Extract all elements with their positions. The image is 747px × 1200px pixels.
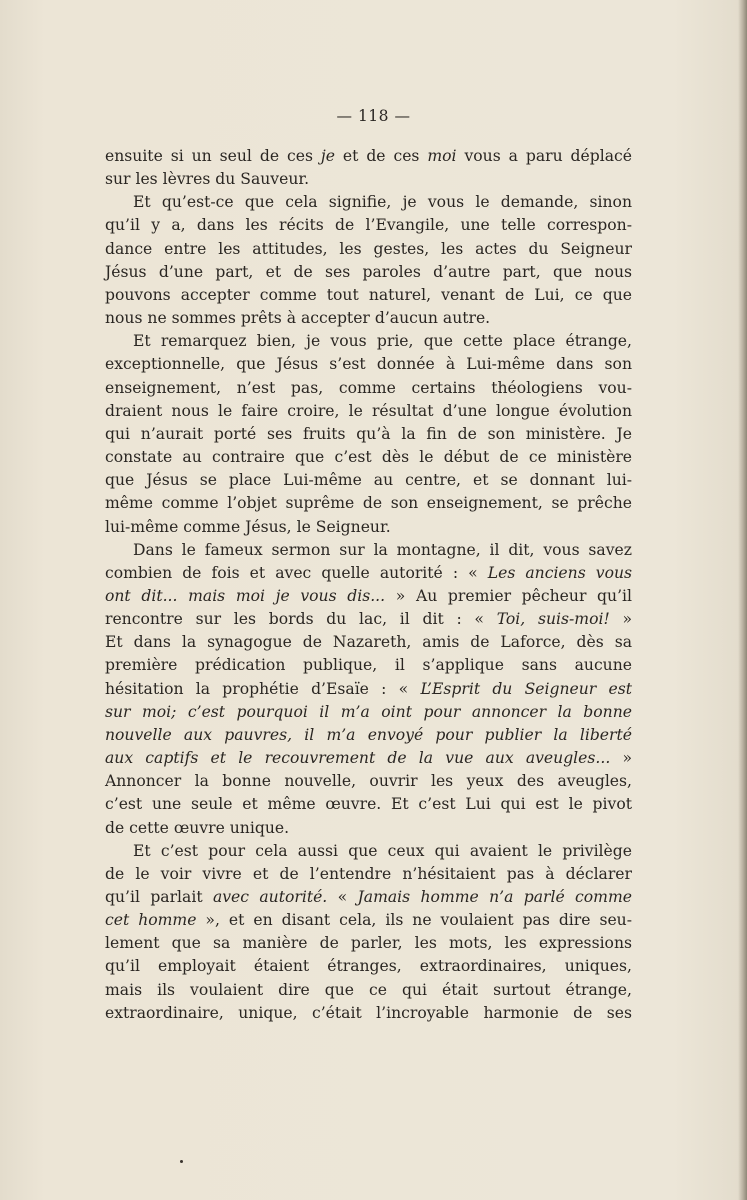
text-run: combien de fois et avec quelle autorité : « bbox=[105, 563, 488, 582]
text-run: Dans le fameux sermon sur la montagne, il dit, vous savez bbox=[133, 540, 632, 559]
italic-run: Jamais homme n’a parlé comme bbox=[357, 888, 632, 906]
text-run: Et dans la synagogue de Nazareth, amis de Laforce, dès sa bbox=[105, 633, 632, 652]
text-run: » bbox=[609, 610, 632, 629]
italic-run: aux captifs et le recouvrement de la vue aux aveugles... bbox=[105, 749, 611, 768]
text-run: lui-même comme Jésus, le Seigneur. bbox=[105, 517, 391, 536]
text-run: c’est une seule et même œuvre. Et c’est Lui qui est le pivot bbox=[105, 795, 632, 814]
text-line bbox=[105, 724, 632, 747]
text-line bbox=[105, 145, 632, 168]
text-line bbox=[105, 261, 632, 284]
text-run: Et remarquez bien, je vous prie, que cette place étrange, bbox=[133, 332, 632, 351]
text-run: Et qu’est-ce que cela signifie, je vous le demande, sinon bbox=[133, 193, 632, 212]
text-line bbox=[105, 377, 632, 400]
text-line bbox=[105, 631, 632, 654]
text-line bbox=[105, 1002, 632, 1025]
page-number: — 118 — bbox=[336, 107, 411, 125]
text-line bbox=[105, 539, 632, 562]
italic-run: Toi, suis-moi! bbox=[496, 610, 610, 629]
text-run: même comme l’objet suprême de son enseignement, se prêche bbox=[105, 494, 632, 513]
text-run: constate au contraire que c’est dès le début de ce ministère bbox=[105, 448, 632, 467]
text-line bbox=[105, 840, 632, 863]
text-line bbox=[105, 214, 632, 237]
text-line bbox=[105, 469, 632, 492]
text-run: qui n’aurait porté ses fruits qu’à la fin de son ministère. Je bbox=[105, 424, 632, 443]
text-run: ensuite si un seul de ces bbox=[105, 147, 321, 165]
text-line bbox=[105, 191, 632, 214]
text-run: extraordinaire, unique, c’était l’incroyable harmonie de ses bbox=[105, 1003, 632, 1022]
text-run: nous ne sommes prêts à accepter d’aucun autre. bbox=[105, 309, 491, 328]
text-line bbox=[105, 747, 632, 770]
text-line bbox=[105, 516, 632, 539]
text-line bbox=[105, 608, 632, 631]
text-run: qu’il y a, dans les récits de l’Evangile, une telle correspon- bbox=[105, 216, 632, 235]
italic-run: cet homme bbox=[105, 911, 197, 930]
text-line bbox=[105, 886, 632, 909]
italic-run: moi bbox=[427, 147, 457, 165]
text-run: Et c’est pour cela aussi que ceux qui avaient le privilège bbox=[133, 841, 632, 860]
text-line bbox=[105, 701, 632, 724]
text-run: vous a paru déplacé bbox=[456, 147, 632, 165]
text-run: hésitation la prophétie d’Esaïe : « bbox=[105, 679, 421, 698]
text-run: de le voir vivre et de l’entendre n’hésitaient pas à déclarer bbox=[105, 864, 632, 883]
text-line bbox=[105, 678, 632, 701]
text-line bbox=[105, 793, 632, 816]
text-line bbox=[105, 168, 632, 191]
text-run: Annoncer la bonne nouvelle, ouvrir les yeux des aveugles, bbox=[105, 772, 632, 791]
italic-run: ont dit... mais moi je vous dis... bbox=[105, 586, 386, 605]
italic-run: L’Esprit du Seigneur est bbox=[420, 679, 632, 698]
text-line bbox=[105, 238, 632, 261]
text-line bbox=[105, 284, 632, 307]
text-run: draient nous le faire croire, le résultat d’une longue évolution bbox=[105, 401, 632, 420]
body-text bbox=[105, 145, 632, 1025]
text-run: que Jésus se place Lui-même au centre, et se donnant lui- bbox=[105, 471, 632, 490]
text-line bbox=[105, 353, 632, 376]
text-line bbox=[105, 955, 632, 978]
text-run: rencontre sur les bords du lac, il dit : « bbox=[105, 610, 497, 629]
text-run: de cette œuvre unique. bbox=[105, 818, 290, 837]
text-run: qu’il employait étaient étranges, extraordinaires, uniques, bbox=[105, 957, 632, 976]
text-run: mais ils voulaient dire que ce qui était surtout étrange, bbox=[105, 980, 632, 999]
text-line bbox=[105, 423, 632, 446]
text-line bbox=[105, 400, 632, 423]
text-line bbox=[105, 817, 632, 840]
text-line bbox=[105, 307, 632, 330]
italic-run: Les anciens vous bbox=[487, 563, 633, 582]
text-run: », et en disant cela, ils ne voulaient pas dire seu- bbox=[196, 911, 632, 930]
page-edge bbox=[738, 0, 747, 1200]
text-run: et de ces bbox=[334, 147, 428, 165]
text-run: » Au premier pêcheur qu’il bbox=[385, 586, 633, 605]
text-line bbox=[105, 492, 632, 515]
text-run: lement que sa manière de parler, les mots, les expressions bbox=[105, 934, 632, 953]
italic-run: je bbox=[320, 147, 335, 165]
italic-run: nouvelle aux pauvres, il m’a envoyé pour publier la liberté bbox=[105, 725, 632, 744]
text-line bbox=[105, 932, 632, 955]
ink-dot bbox=[180, 1160, 183, 1163]
italic-run: sur moi; c’est pourquoi il m’a oint pour annoncer la bonne bbox=[105, 702, 632, 721]
italic-run: avec autorité. bbox=[212, 888, 328, 906]
text-run: qu’il parlait bbox=[105, 888, 213, 906]
text-run: exceptionnelle, que Jésus s’est donnée à Lui-même dans son bbox=[105, 355, 632, 374]
text-run: pouvons accepter comme tout naturel, venant de Lui, ce que bbox=[105, 285, 632, 304]
text-run: » bbox=[610, 749, 632, 768]
text-line bbox=[105, 770, 632, 793]
text-line bbox=[105, 585, 632, 608]
text-run: « bbox=[327, 888, 358, 906]
text-line bbox=[105, 979, 632, 1002]
text-line bbox=[105, 654, 632, 677]
text-line bbox=[105, 446, 632, 469]
text-run: première prédication publique, il s’applique sans aucune bbox=[105, 656, 632, 675]
text-line bbox=[105, 909, 632, 932]
text-line bbox=[105, 863, 632, 886]
text-line bbox=[105, 562, 632, 585]
text-run: dance entre les attitudes, les gestes, les actes du Seigneur bbox=[105, 239, 632, 258]
text-run: sur les lèvres du Sauveur. bbox=[105, 170, 310, 189]
text-run: Jésus d’une part, et de ses paroles d’autre part, que nous bbox=[105, 262, 632, 281]
text-line bbox=[105, 330, 632, 353]
text-run: enseignement, n’est pas, comme certains théologiens vou- bbox=[105, 378, 632, 397]
